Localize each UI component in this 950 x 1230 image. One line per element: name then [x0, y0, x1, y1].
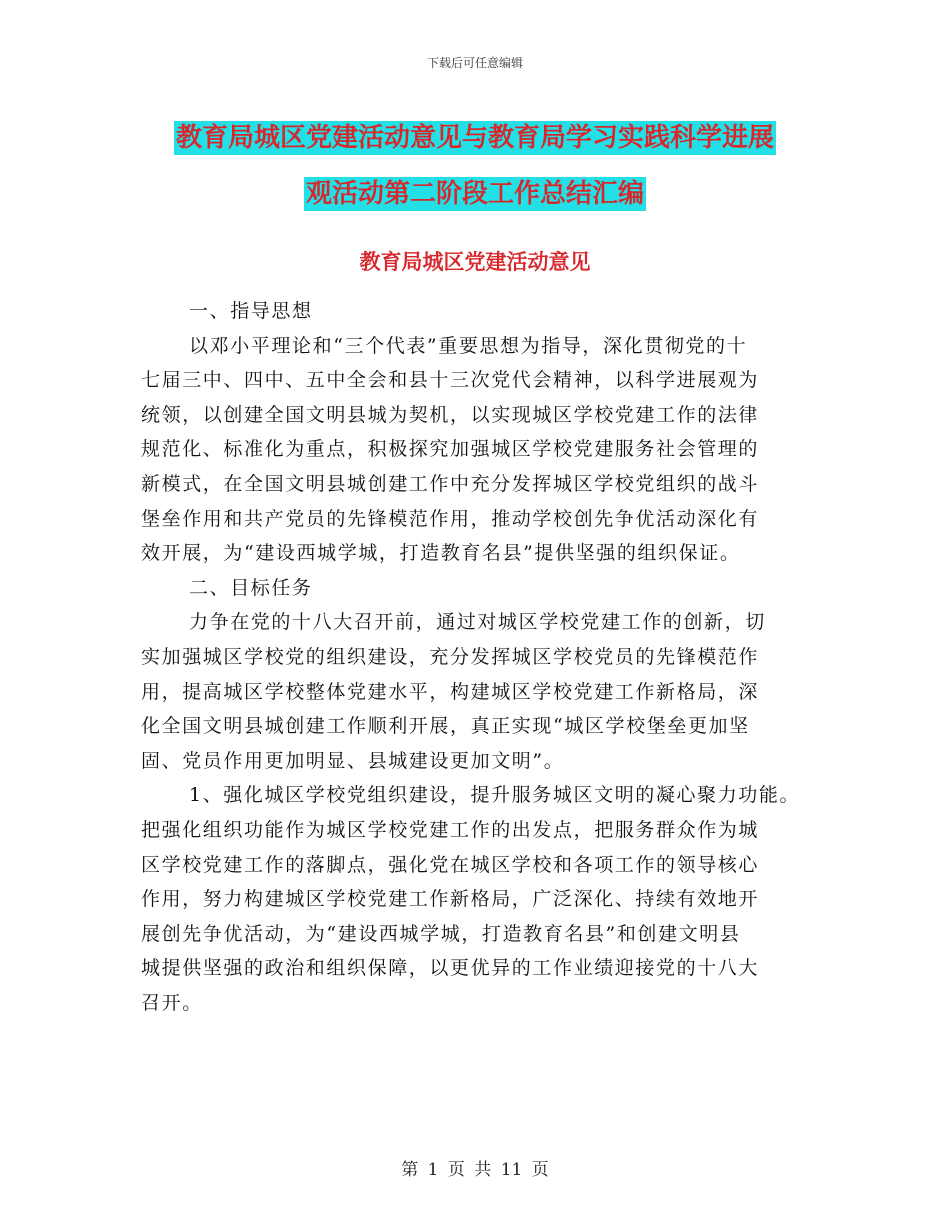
paragraph-line: 规范化、标准化为重点，积极探究加强城区学校党建服务社会管理的	[141, 438, 760, 461]
paragraph-line: 把强化组织功能作为城区学校党建工作的出发点，把服务群众作为城	[141, 818, 760, 841]
paragraph-line: 区学校党建工作的落脚点，强化党在城区学校和各项工作的领导核心	[141, 853, 760, 876]
paragraph-line: 力争在党的十八大召开前，通过对城区学校党建工作的创新，切	[189, 611, 766, 634]
paragraph-line: 化全国文明县城创建工作顺利开展，真正实现“城区学校堡垒更加坚	[141, 715, 750, 738]
paragraph-2	[141, 605, 821, 778]
title-line-2: 观活动第二阶段工作总结汇编	[305, 179, 644, 209]
title-line-1: 教育局城区党建活动意见与教育局学习实践科学进展	[175, 123, 774, 153]
paragraph-line: 新模式，在全国文明县城创建工作中充分发挥城区学校党组织的战斗	[141, 472, 760, 495]
paragraph-line: 召开。	[141, 991, 203, 1014]
paragraph-line: 七届三中、四中、五中全会和县十三次党代会精神，以科学进展观为	[141, 369, 760, 392]
paragraph-line: 用，提高城区学校整体党建水平，构建城区学校党建工作新格局，深	[141, 680, 760, 703]
header-note: 下载后可任意编辑	[426, 56, 523, 70]
paragraph-line: 城提供坚强的政治和组织保障，以更优异的工作业绩迎接党的十八大	[141, 957, 760, 980]
paragraph-3	[141, 778, 821, 1020]
paragraph-line: 固、党员作用更加明显、县城建设更加文明”。	[141, 749, 565, 772]
paragraph-line: 效开展，为“建设西城学城，打造教育名县”提供坚强的组织保证。	[141, 542, 741, 565]
paragraph-line: 统领，以创建全国文明县城为契机，以实现城区学校党建工作的法律	[141, 403, 760, 426]
paragraph-line: 堡垒作用和共产党员的先锋模范作用，推动学校创先争优活动深化有	[141, 507, 760, 530]
document-title	[140, 110, 810, 222]
paragraph-line: 实加强城区学校党的组织建设，充分发挥城区学校党员的先锋模范作	[141, 645, 760, 668]
document-body	[141, 294, 821, 1020]
heading-goals-tasks: 二、目标任务	[189, 576, 313, 599]
paragraph-line: 展创先争优活动，为“建设西城学城，打造教育名县”和创建文明县	[141, 922, 741, 945]
heading-guiding-ideology: 一、指导思想	[189, 300, 313, 322]
paragraph-line: 作用，努力构建城区学校党建工作新格局，广泛深化、持续有效地开	[141, 888, 760, 911]
section-title: 教育局城区党建活动意见	[359, 250, 591, 274]
paragraph-line: 1、强化城区学校党组织建设，提升服务城区文明的凝心聚力功能。	[189, 784, 801, 807]
page-footer: 第 1 页 共 11 页	[401, 1160, 549, 1180]
paragraph-line: 以邓小平理论和“三个代表”重要思想为指导，深化贯彻党的十	[189, 334, 748, 357]
paragraph-1	[141, 329, 821, 571]
